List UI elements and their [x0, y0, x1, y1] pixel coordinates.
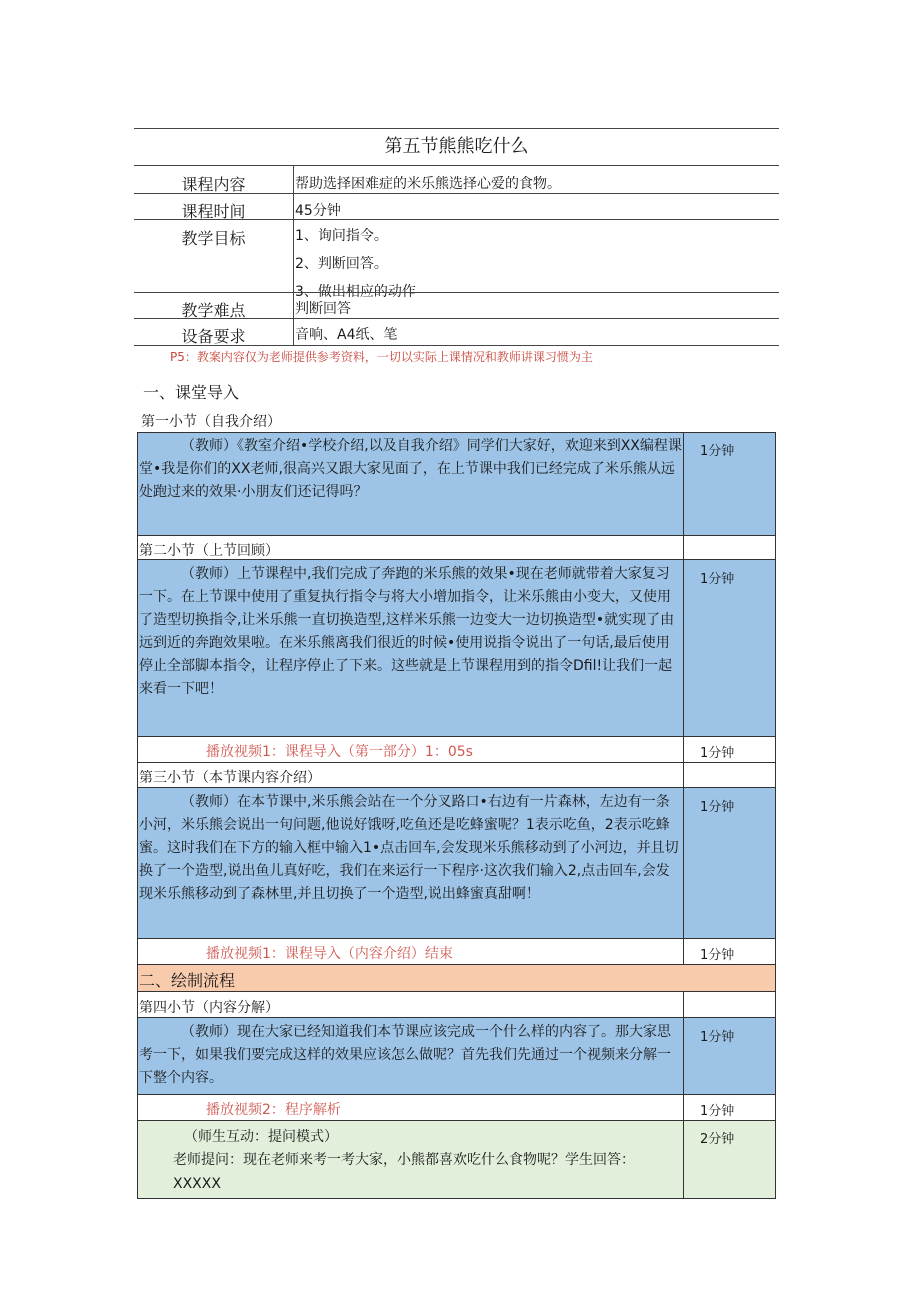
goal-item: 3、做出相应的动作 [295, 284, 416, 300]
difficulty-label: 教学难点 [181, 301, 246, 320]
course-content-label: 课程内容 [181, 175, 246, 194]
goal-item: 2、判断回答。 [295, 256, 388, 272]
header-rule [134, 292, 779, 293]
teacher-script-3: （教师）在本节课中,米乐熊会站在一个分叉路口•右边有一片森林，左边有一条小河，米乐熊会说出一句问题,他说好饿呀,吃鱼还是吃蜂蜜呢？1表示吃鱼，2表示吃蜂蜜。这时我们在下方的输入框中输入1•点击回车,会发现米乐熊移动到了小河边，并且切换了一个造型,说出鱼儿真好吃，我们在来运行一下程序·这次我们输入2,点击回车,会发现米乐熊移动到了森林里,并且切换了一个造型,说出蜂蜜真甜啊！ [139, 794, 679, 902]
video-row-2 [137, 939, 776, 965]
video-duration-3: 1分钟 [700, 1104, 735, 1119]
lesson-row-2 [137, 560, 776, 737]
teacher-question: 老师提问：现在老师来考一考大家，小熊都喜欢吃什么食物呢？学生回答：XXXXX [173, 1152, 635, 1192]
teacher-script-2: （教师）上节课程中,我们完成了奔跑的米乐熊的效果•现在老师就带着大家复习一下。在上节课中使用了重复执行指令与将大小增加指令，让米乐熊由小变大，又使用了造型切换指令,让米乐熊一直切换造型,这样米乐熊一边变大一边切换造型•就实现了由远到近的奔跑效果啦。在米乐熊离我们很近的时候•使用说指令说出了一句话,最后使用停止全部脚本指令，让程序停止了下来。这些就是上节课程用到的指令Dfil!让我们一起来看一下吧！ [139, 566, 675, 697]
teacher-script-1: （教师）《教室介绍•学校介绍,以及自我介绍》同学们大家好，欢迎来到XX编程课堂•我是你们的XX老师,很高兴又跟大家见面了，在上节课中我们已经完成了米乐熊从远处跑过来的效果·小朋友们还记得吗？ [139, 438, 682, 500]
subsection-heading-4: 第四小节（内容分解） [139, 1000, 279, 1016]
subsection-heading-2: 第二小节（上节回顾） [139, 543, 279, 559]
duration-1: 1分钟 [700, 444, 735, 459]
duration-2: 1分钟 [700, 572, 735, 587]
subsection-heading-1: 第一小节（自我介绍） [141, 414, 281, 430]
header-top-rule [134, 128, 779, 129]
goal-item: 1、询问指令。 [295, 228, 388, 244]
disclaimer-note: P5：教案内容仅为老师提供参考资料，一切以实际上课情况和教师讲课习惯为主 [170, 350, 593, 364]
video-row-1 [137, 737, 776, 763]
equipment-label: 设备要求 [181, 327, 246, 346]
duration-4: 1分钟 [700, 1030, 735, 1045]
equipment-value: 音响、A4纸、笔 [295, 327, 398, 343]
subsection-row-3 [137, 763, 776, 788]
interaction-row [137, 1121, 776, 1199]
section-heading-intro: 一、课堂导入 [143, 383, 240, 402]
subsection-row-2 [137, 536, 776, 560]
difficulty-value: 判断回答 [295, 301, 351, 317]
teaching-goal-label: 教学目标 [181, 229, 246, 248]
interaction-mode: （师生互动：提问模式） [184, 1129, 338, 1145]
section-row-drawing [137, 965, 776, 992]
lesson-row-1 [137, 432, 776, 536]
course-time-label: 课程时间 [181, 202, 246, 221]
header-rule [134, 193, 779, 194]
teaching-goal-list [295, 227, 765, 300]
section-heading-flow: 二、绘制流程 [139, 971, 236, 990]
subsection-row-4 [137, 992, 776, 1018]
video-cue-3: 播放视频2：程序解析 [206, 1102, 341, 1118]
video-row-3 [137, 1095, 776, 1121]
course-time-value: 45分钟 [295, 203, 341, 219]
duration-3: 1分钟 [700, 800, 735, 815]
header-rule [134, 219, 779, 220]
video-cue-1: 播放视频1：课程导入（第一部分）1：05s [206, 744, 473, 760]
header-bottom-rule [134, 345, 779, 346]
lesson-row-4 [137, 1018, 776, 1095]
video-cue-2: 播放视频1：课程导入（内容介绍）结束 [206, 946, 453, 962]
subsection-heading-3: 第三小节（本节课内容介绍） [139, 770, 321, 786]
duration-5: 2分钟 [700, 1132, 735, 1147]
teacher-script-4: （教师）现在大家已经知道我们本节课应该完成一个什么样的内容了。那大家思考一下，如果我们要完成这样的效果应该怎么做呢？首先我们先通过一个视频来分解一下整个内容。 [139, 1024, 671, 1086]
header-rule [134, 165, 779, 166]
video-duration-2: 1分钟 [700, 948, 735, 963]
header-rule [134, 318, 779, 319]
video-duration-1: 1分钟 [700, 746, 735, 761]
course-content-value: 帮助选择困难症的米乐熊选择心爱的食物。 [295, 176, 561, 192]
lesson-row-3 [137, 788, 776, 939]
page-title: 第五节熊熊吃什么 [384, 136, 529, 157]
